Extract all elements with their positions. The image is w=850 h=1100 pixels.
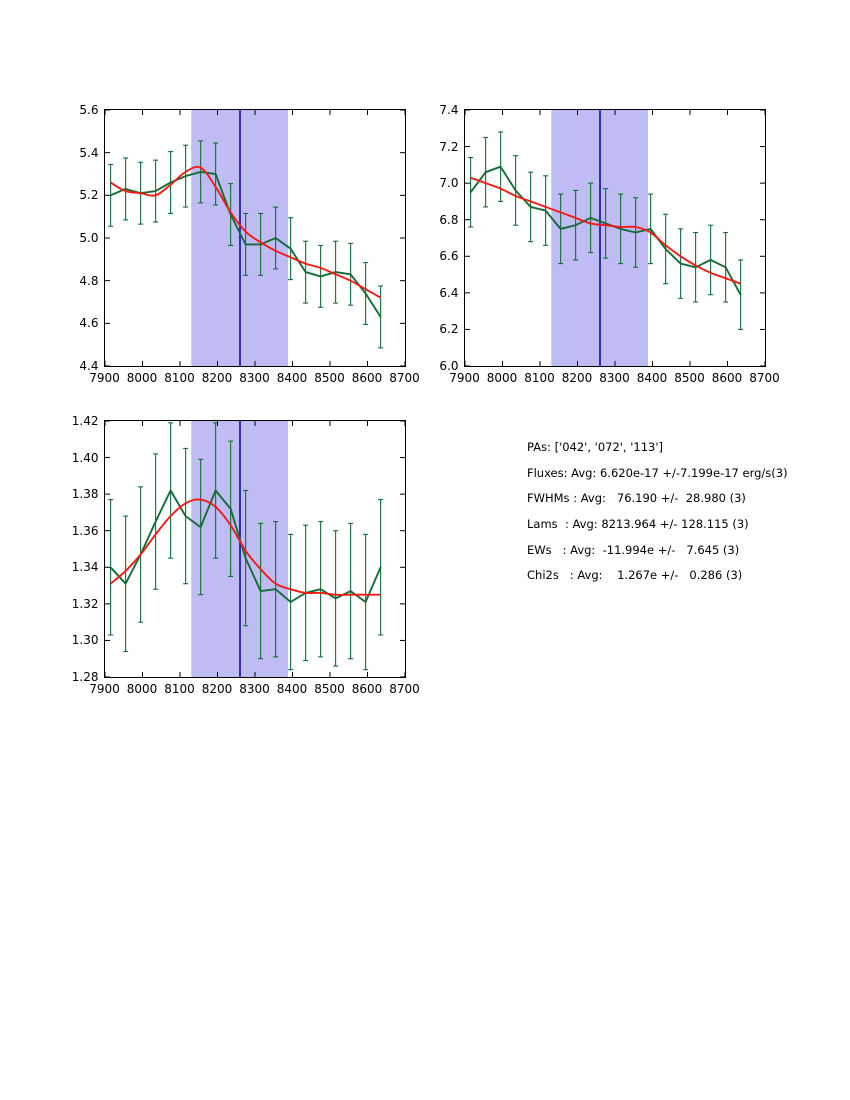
stats-line: Chi2s : Avg: 1.267e +/- 0.286 (3): [527, 568, 743, 583]
y-tick-label: 6.8: [439, 212, 459, 227]
x-tick-label: 8300: [239, 682, 270, 696]
y-tick-label: 1.40: [71, 450, 99, 465]
axes-area: [104, 109, 406, 367]
y-tick-label: 1.32: [71, 596, 99, 611]
y-tick-label: 1.38: [71, 487, 99, 502]
x-tick-label: 8000: [486, 371, 518, 385]
y-tick-label: 7.4: [439, 103, 459, 117]
y-tick-label: 6.4: [439, 285, 459, 300]
stats-line: EWs : Avg: -11.994e +/- 7.645 (3): [527, 542, 740, 557]
x-tick-label: 7900: [449, 371, 480, 385]
x-tick-label: 8400: [276, 682, 308, 696]
x-tick-label: 8400: [636, 371, 668, 385]
axes-area: [464, 109, 766, 367]
stats-line: Fluxes: Avg: 6.620e-17 +/-7.199e-17 erg/s(3): [527, 465, 788, 480]
y-tick-label: 7.0: [439, 176, 459, 191]
y-tick-label: 4.4: [79, 359, 99, 373]
axes-area: [104, 420, 406, 678]
x-tick-label: 8700: [389, 682, 420, 696]
y-tick-label: 7.2: [439, 139, 459, 154]
x-tick-label: 8100: [524, 371, 555, 385]
x-tick-label: 8100: [164, 371, 195, 385]
y-tick-label: 1.30: [71, 633, 99, 648]
x-tick-label: 7900: [89, 682, 120, 696]
stats-line: FWHMs : Avg: 76.190 +/- 28.980 (3): [527, 491, 746, 506]
x-tick-label: 8000: [126, 682, 158, 696]
x-tick-label: 8100: [164, 682, 195, 696]
x-tick-label: 8500: [314, 371, 345, 385]
subplot-pa113: [40, 374, 470, 735]
y-tick-label: 1.34: [71, 560, 99, 575]
y-tick-label: 1.42: [71, 414, 99, 428]
x-tick-label: 8600: [351, 371, 383, 385]
x-tick-label: 8000: [126, 371, 158, 385]
y-tick-label: 4.8: [79, 273, 99, 288]
subplot-pa072: [400, 63, 830, 424]
x-tick-label: 8600: [711, 371, 743, 385]
y-tick-label: 1.36: [71, 523, 99, 538]
stats-line: PAs: ['042', '072', '113']: [527, 440, 664, 454]
y-tick-label: 5.4: [79, 145, 99, 160]
y-tick-label: 1.28: [71, 670, 99, 684]
y-tick-label: 5.2: [79, 188, 99, 203]
y-tick-label: 6.0: [439, 359, 459, 373]
x-tick-label: 8300: [239, 371, 270, 385]
x-tick-label: 8200: [561, 371, 593, 385]
stats-panel: [527, 435, 788, 589]
stats-line: Lams : Avg: 8213.964 +/- 128.115 (3): [527, 517, 749, 532]
y-tick-label: 4.6: [79, 316, 99, 331]
y-tick-label: 6.6: [439, 249, 459, 264]
x-tick-label: 7900: [89, 371, 120, 385]
x-tick-label: 8700: [389, 371, 420, 385]
x-tick-label: 8500: [314, 682, 345, 696]
x-tick-label: 8700: [749, 371, 780, 385]
y-tick-label: 5.0: [79, 231, 99, 245]
x-tick-label: 8200: [201, 682, 233, 696]
x-tick-label: 8400: [276, 371, 308, 385]
x-tick-label: 8600: [351, 682, 383, 696]
x-tick-label: 8300: [599, 371, 630, 385]
x-tick-label: 8500: [674, 371, 705, 385]
y-tick-label: 6.2: [439, 322, 459, 337]
y-tick-label: 5.6: [79, 103, 99, 117]
x-tick-label: 8200: [201, 371, 233, 385]
